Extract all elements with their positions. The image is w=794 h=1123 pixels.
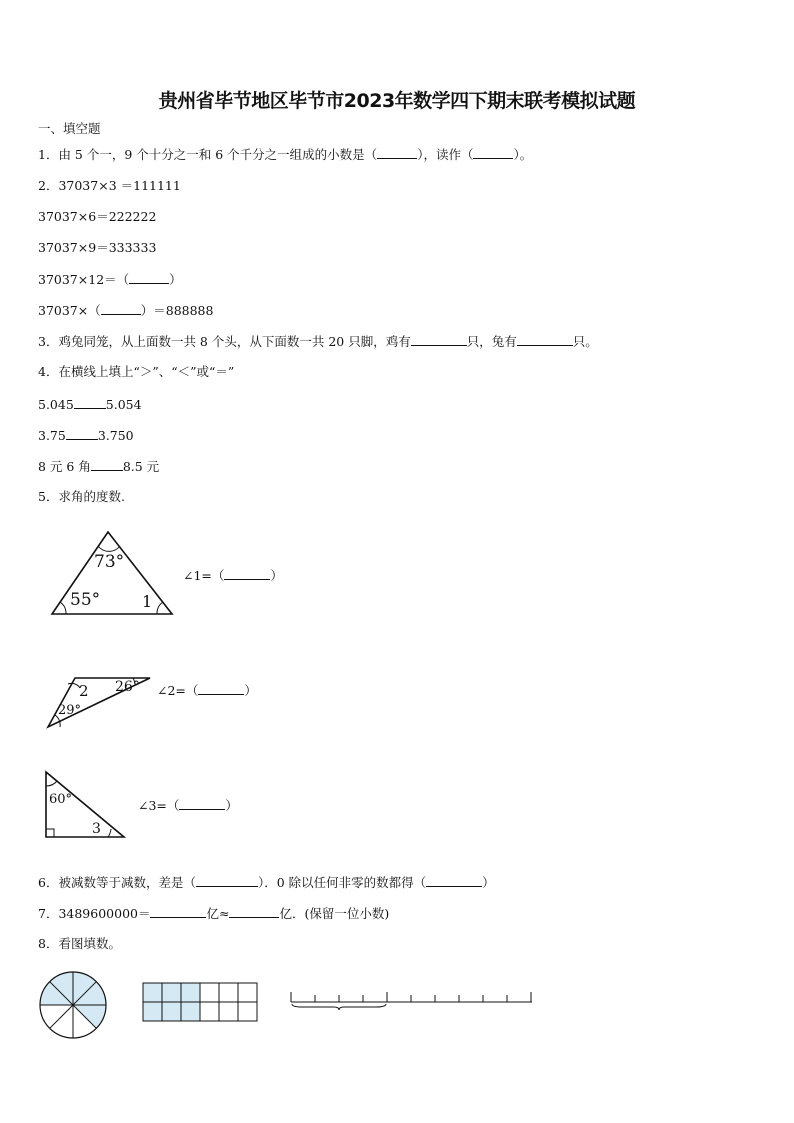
q6-text-c: ） — [482, 875, 495, 890]
fig3-angle-top: 60° — [49, 792, 73, 807]
q7-text-c: 亿．(保留一位小数) — [279, 906, 390, 921]
q7-blank-1[interactable] — [150, 905, 206, 918]
q2-line-2: 37037×6＝222222 — [38, 209, 157, 224]
q6-blank-1[interactable] — [196, 874, 258, 887]
fig1-blank[interactable] — [224, 567, 270, 580]
q2-line-4 — [38, 271, 182, 288]
question-7 — [38, 905, 389, 922]
q4-blank-1[interactable] — [74, 396, 106, 409]
fraction-circle — [38, 970, 108, 1040]
q6-blank-2[interactable] — [426, 874, 482, 887]
fig1-answer-text-b: ） — [270, 568, 283, 583]
q3-blank-2[interactable] — [517, 333, 573, 346]
q4-row-1 — [38, 396, 142, 413]
fig3-answer-text-b: ） — [225, 798, 238, 813]
q2-line-1: 2．37037×3 ＝111111 — [38, 178, 181, 193]
number-line — [290, 990, 534, 1012]
q7-text-b: 亿≈ — [206, 906, 230, 921]
q3-text-c: 只。 — [572, 334, 598, 349]
q2-line-5-text-a: 37037×（ — [38, 303, 101, 318]
fig1-angle-left: 55° — [70, 590, 101, 610]
question-4: 4．在横线上填上“＞”、“＜”或“＝” — [38, 364, 235, 379]
fig2-answer-text-b: ） — [244, 683, 257, 698]
fig2-blank[interactable] — [198, 682, 244, 695]
question-1 — [38, 146, 532, 163]
q1-text-a: 1．由 5 个一，9 个十分之一和 6 个千分之一组成的小数是（ — [38, 147, 378, 162]
fig2-answer-text-a: ∠2=（ — [157, 683, 199, 698]
triangle-figure-1 — [50, 530, 175, 620]
fig3-angle-right: 3 — [92, 821, 101, 837]
q2-blank-1[interactable] — [129, 271, 169, 284]
q2-line-5 — [38, 302, 213, 319]
q4-row-1-right: 5.054 — [105, 397, 142, 412]
q6-text-b: ）．0 除以任何非零的数都得（ — [257, 875, 427, 890]
q4-row-3-left: 8 元 6 角 — [38, 459, 91, 474]
q3-blank-1[interactable] — [411, 333, 467, 346]
q4-row-2-right: 3.750 — [97, 428, 134, 443]
fig2-angle-2: 2 — [79, 682, 89, 700]
fig3-blank[interactable] — [179, 797, 225, 810]
q1-text-b: ），读作（ — [417, 147, 474, 162]
q2-blank-2[interactable] — [101, 302, 141, 315]
q3-text-a: 3．鸡兔同笼，从上面数一共 8 个头，从下面数一共 20 只脚，鸡有 — [38, 334, 411, 349]
q4-blank-2[interactable] — [66, 427, 98, 440]
fig2-answer — [157, 682, 257, 699]
q4-row-3-right: 8.5 元 — [122, 459, 160, 474]
fig1-answer-text-a: ∠1=（ — [183, 568, 225, 583]
question-5: 5．求角的度数. — [38, 489, 125, 504]
fig3-answer-text-a: ∠3=（ — [138, 798, 180, 813]
fig2-angle-left: 29° — [58, 703, 82, 718]
question-6 — [38, 874, 495, 891]
q6-text-a: 6．被减数等于减数，差是（ — [38, 875, 196, 890]
fig1-angle-right: 1 — [142, 592, 153, 611]
q7-blank-2[interactable] — [229, 905, 279, 918]
q2-line-5-text-b: ）＝888888 — [140, 303, 214, 318]
q4-row-1-left: 5.045 — [38, 397, 74, 412]
q4-blank-3[interactable] — [91, 458, 123, 471]
question-8: 8．看图填数。 — [38, 936, 121, 951]
q4-row-2 — [38, 427, 134, 444]
q1-blank-2[interactable] — [473, 146, 513, 159]
q2-line-4-text-a: 37037×12＝（ — [38, 272, 130, 287]
fraction-grid — [142, 982, 258, 1022]
question-3 — [38, 333, 598, 350]
q1-blank-1[interactable] — [377, 146, 417, 159]
q4-row-2-left: 3.75 — [38, 428, 66, 443]
fig1-answer — [183, 567, 283, 584]
q3-text-b: 只，兔有 — [466, 334, 517, 349]
q1-text-c: ）。 — [513, 147, 533, 162]
q4-row-3 — [38, 458, 159, 475]
fig2-angle-right: 26° — [115, 679, 140, 695]
page-title: 贵州省毕节地区毕节市2023年数学四下期末联考模拟试题 — [158, 90, 636, 112]
section-heading: 一、填空题 — [38, 121, 101, 136]
q7-text-a: 7．3489600000＝ — [38, 906, 151, 921]
fig1-angle-top: 73° — [94, 552, 125, 572]
q2-line-4-text-b: ） — [169, 272, 182, 287]
fig3-answer — [138, 797, 238, 814]
q2-line-3: 37037×9＝333333 — [38, 240, 157, 255]
